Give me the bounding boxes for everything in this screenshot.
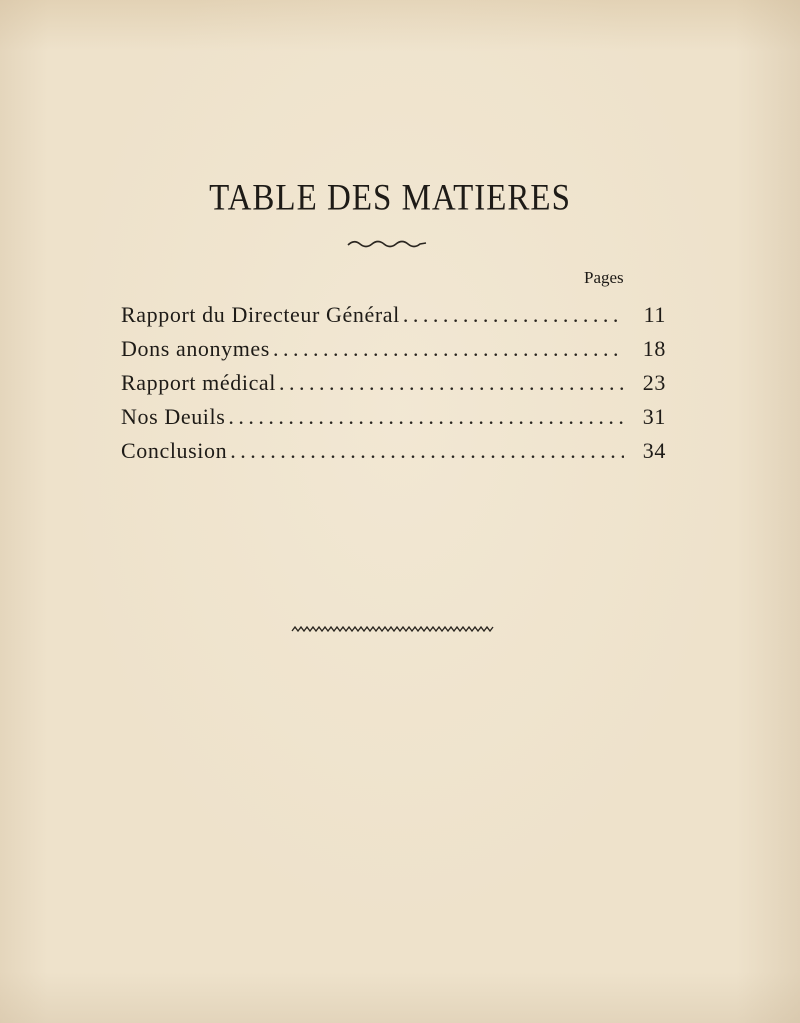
page-title: TABLE DES MATIERES — [209, 178, 571, 219]
dot-leader — [400, 302, 624, 328]
dot-leader — [225, 404, 624, 430]
toc-entry-label: Dons anonymes — [121, 336, 270, 361]
zigzag-rule-icon — [290, 624, 496, 634]
toc-entry-label: Rapport médical — [121, 370, 277, 395]
toc-entry-page: 23 — [642, 370, 666, 395]
dot-leader — [270, 336, 624, 362]
toc-entry-page: 34 — [642, 438, 666, 463]
pages-column-header: Pages — [584, 268, 624, 287]
dot-leader — [276, 370, 624, 396]
toc-entry[interactable] — [121, 302, 666, 336]
toc-entry-label: Rapport du Directeur Général — [121, 302, 400, 327]
table-of-contents — [121, 302, 666, 472]
toc-entry-page: 31 — [642, 404, 666, 429]
toc-entry[interactable] — [121, 336, 666, 370]
toc-entry[interactable] — [121, 438, 666, 472]
toc-entry-label: Conclusion — [121, 438, 228, 463]
toc-entry[interactable] — [121, 404, 666, 438]
dot-leader — [227, 438, 624, 464]
toc-entry-page: 18 — [642, 336, 666, 361]
wave-ornament-icon — [346, 236, 428, 250]
toc-entry-label: Nos Deuils — [121, 404, 226, 429]
toc-entry[interactable] — [121, 370, 666, 404]
toc-entry-page: 11 — [643, 302, 666, 327]
